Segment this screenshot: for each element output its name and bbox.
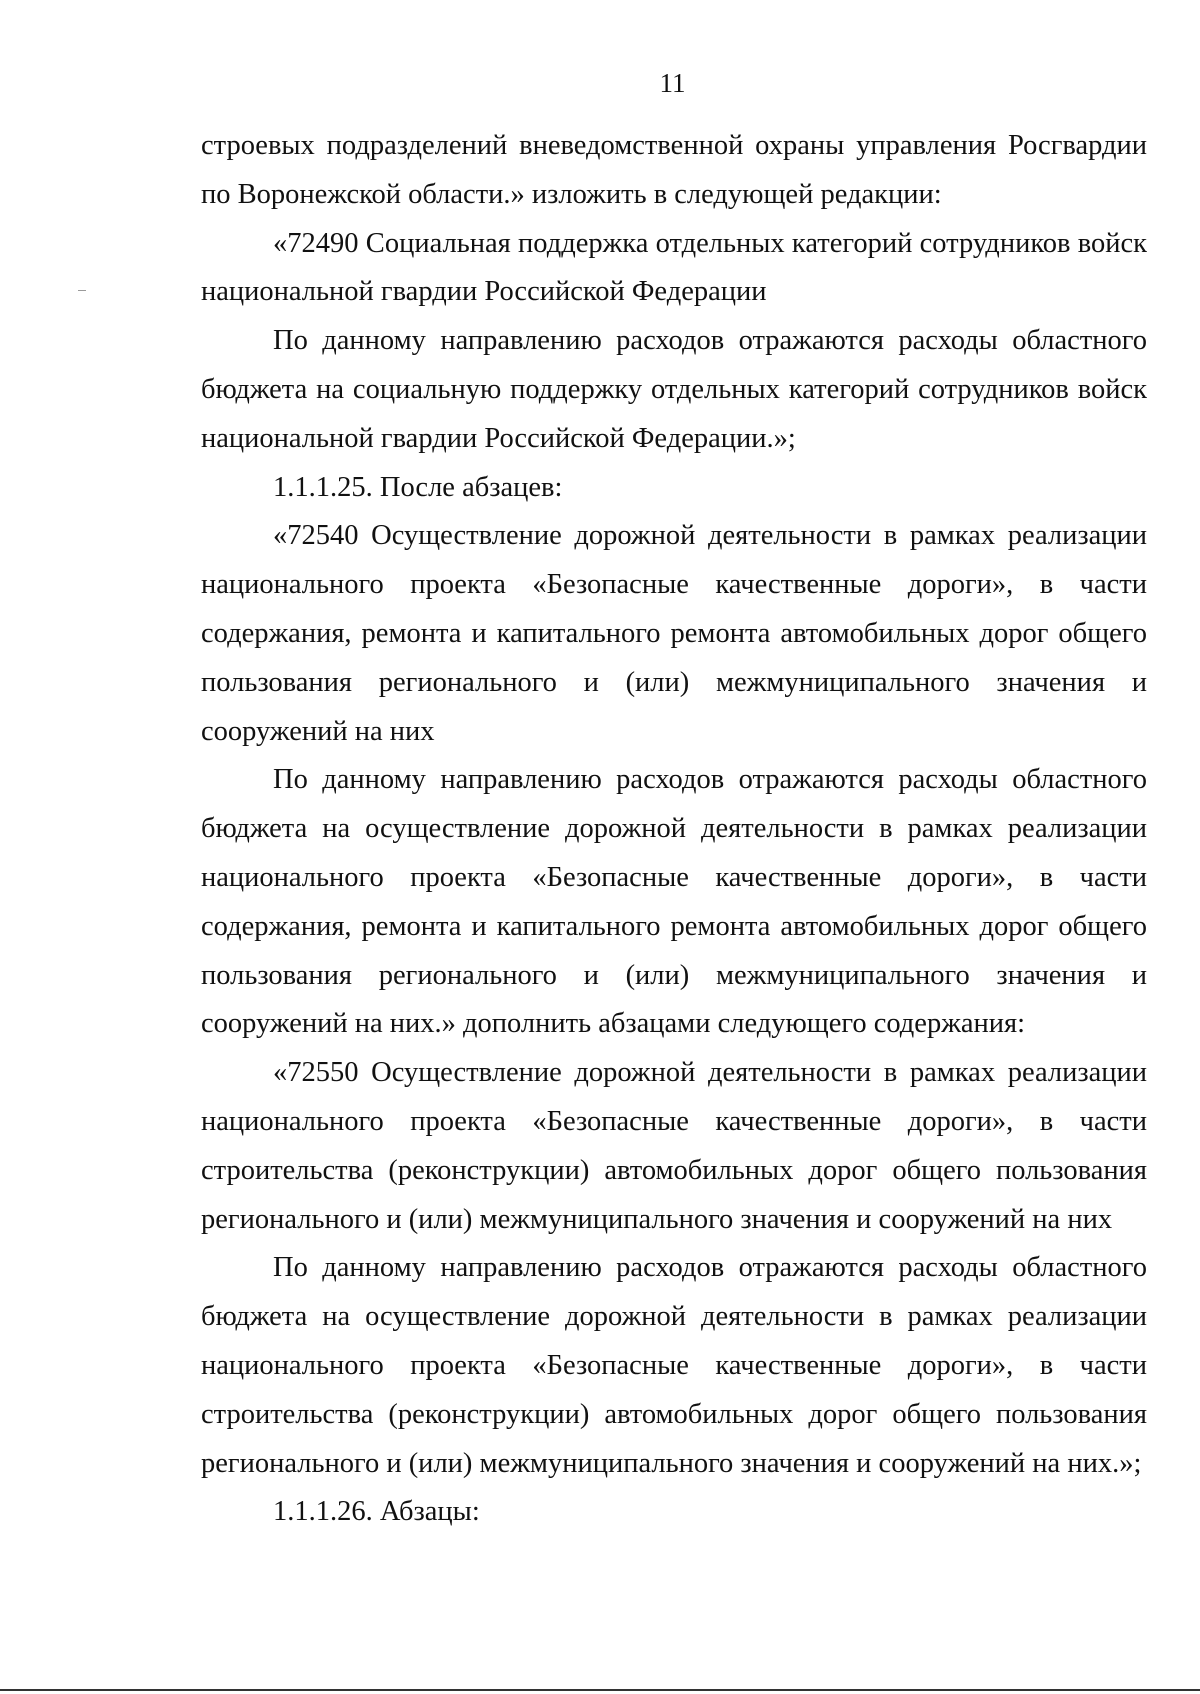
paragraph-code-72490-description: По данному направлению расходов отражаются расходы областного бюджета на социальную поддержку отдельных категорий сотрудников войск национальной гвардии Российской Федерации.»; <box>201 325 1147 454</box>
paragraph-continuation: строевых подразделений вневедомственной охраны управления Росгвардии по Воронежской области.» изложить в следующей редакции: <box>201 130 1147 210</box>
paragraph-code-72540-heading: «72540 Осуществление дорожной деятельности в рамках реализации национального проекта «Безопасные качественные дороги», в части содержания, ремонта и капитального ремонта автомобильных дорог общего пользования регионального и (или) межмуниципального значения и сооружений на них <box>201 520 1147 747</box>
margin-mark <box>78 290 86 291</box>
paragraph-clause-1-1-1-26: 1.1.1.26. Абзацы: <box>273 1496 480 1528</box>
document-body <box>201 122 1147 1537</box>
paragraph-code-72490-heading: «72490 Социальная поддержка отдельных категорий сотрудников войск национальной гвардии Российской Федерации <box>201 227 1147 308</box>
bottom-edge-rule <box>0 1689 1200 1691</box>
paragraph-code-72550-heading: «72550 Осуществление дорожной деятельности в рамках реализации национального проекта «Безопасные качественные дороги», в части строительства (реконструкции) автомобильных дорог общего пользования регионального и (или) межмуниципального значения и сооружений на них <box>201 1057 1147 1235</box>
paragraph-clause-1-1-1-25: 1.1.1.25. После абзацев: <box>273 471 563 503</box>
paragraph-code-72550-description: По данному направлению расходов отражаются расходы областного бюджета на осуществление дорожной деятельности в рамках реализации национального проекта «Безопасные качественные дороги», в части строительства (реконструкции) автомобильных дорог общего пользования регионального и (или) межмуниципального значения и сооружений на них.»; <box>201 1252 1147 1479</box>
page-number: 11 <box>659 68 686 98</box>
paragraph-code-72540-description: По данному направлению расходов отражаются расходы областного бюджета на осуществление дорожной деятельности в рамках реализации национального проекта «Безопасные качественные дороги», в части содержания, ремонта и капитального ремонта автомобильных дорог общего пользования регионального и (или) межмуниципального значения и сооружений на них.» дополнить абзацами следующего содержания: <box>201 764 1147 1040</box>
